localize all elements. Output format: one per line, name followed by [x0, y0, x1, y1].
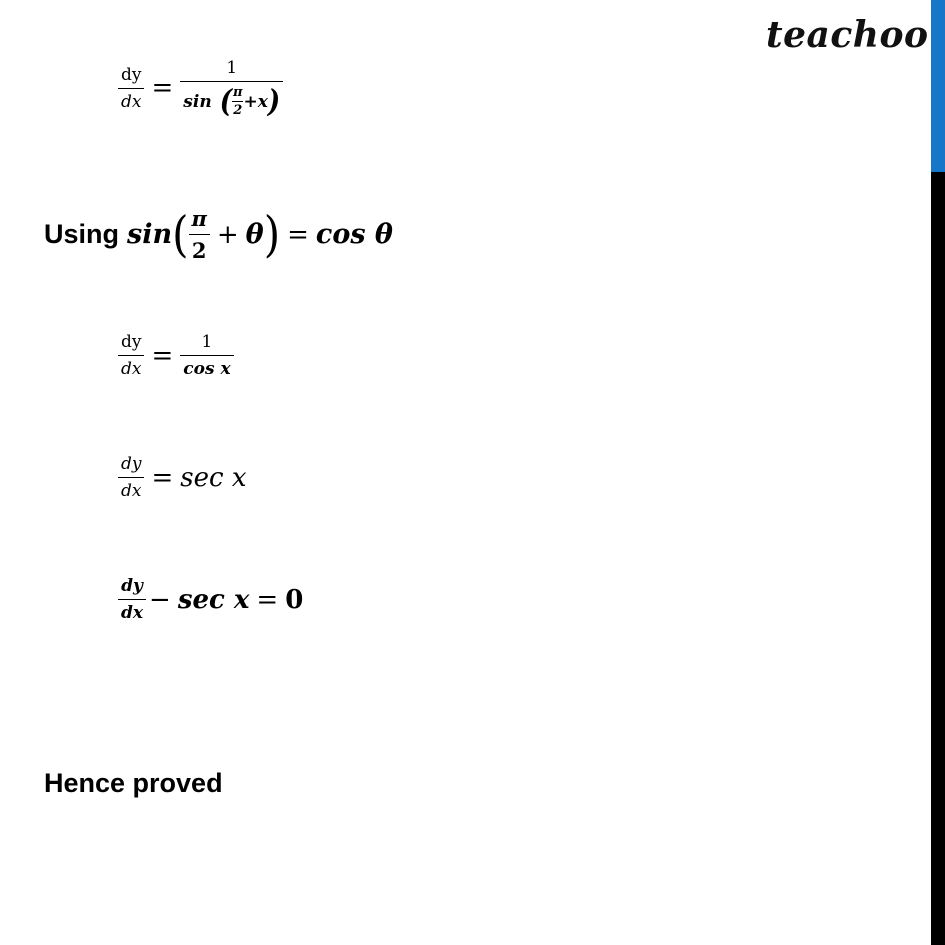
fraction-denominator: cos x — [180, 355, 233, 379]
rhs-fraction — [180, 332, 233, 379]
cos-theta-result: cos θ — [315, 219, 393, 250]
sin-function: sin — [127, 219, 173, 250]
derivative-fraction — [118, 454, 145, 501]
fraction-numerator: dy — [121, 576, 143, 596]
fraction-numerator: dy — [121, 64, 142, 85]
right-paren: ) — [263, 205, 281, 263]
sec-x-term: sec x — [177, 584, 250, 615]
using-label: Using — [44, 219, 120, 249]
conclusion-text: Hence proved — [44, 768, 223, 798]
fraction-denominator: dx — [118, 477, 144, 501]
plus-x-term: +x — [243, 91, 268, 112]
derivative-fraction — [118, 65, 145, 112]
right-paren: ) — [267, 83, 281, 120]
fraction-numerator: 1 — [201, 332, 213, 352]
equation-step-3 — [118, 454, 247, 501]
teachoo-logo: teachoo — [766, 14, 929, 56]
pi-over-two — [189, 206, 210, 263]
equation-step-2 — [118, 332, 234, 379]
denominator-two: 2 — [189, 234, 210, 263]
pi-symbol: π — [233, 85, 243, 100]
derivative-fraction — [118, 576, 146, 623]
derivative-fraction — [118, 332, 145, 379]
equation-step-1 — [118, 58, 283, 118]
equals-sign: = — [256, 584, 279, 615]
fraction-denominator — [180, 81, 283, 118]
pi-symbol: π — [191, 206, 207, 231]
equals-sign: = — [151, 73, 174, 103]
left-paren: ( — [172, 205, 189, 263]
fraction-numerator: 1 — [226, 58, 238, 78]
equals-sign: = — [287, 219, 309, 250]
plus-sign: + — [216, 219, 239, 250]
denominator-two: 2 — [233, 103, 243, 118]
fraction-numerator: dy — [121, 454, 142, 474]
zero-result: 0 — [285, 584, 304, 615]
equals-sign: = — [151, 340, 174, 371]
sin-function: sin — [183, 91, 212, 112]
scrollbar-thumb[interactable] — [931, 0, 945, 172]
minus-sign: − — [149, 584, 171, 615]
pi-over-two — [232, 85, 244, 118]
identity-line — [44, 206, 393, 263]
fraction-denominator: dx — [118, 88, 144, 112]
fraction-denominator: dx — [118, 599, 146, 623]
equation-step-4 — [118, 576, 303, 623]
sec-x-term: sec x — [180, 462, 247, 493]
vertical-scrollbar[interactable] — [931, 0, 945, 945]
theta-symbol: θ — [245, 219, 264, 250]
rhs-fraction — [180, 58, 283, 118]
fraction-numerator: dy — [121, 332, 142, 352]
fraction-denominator: dx — [118, 355, 144, 379]
left-paren: ( — [219, 83, 232, 120]
equals-sign: = — [151, 462, 174, 493]
